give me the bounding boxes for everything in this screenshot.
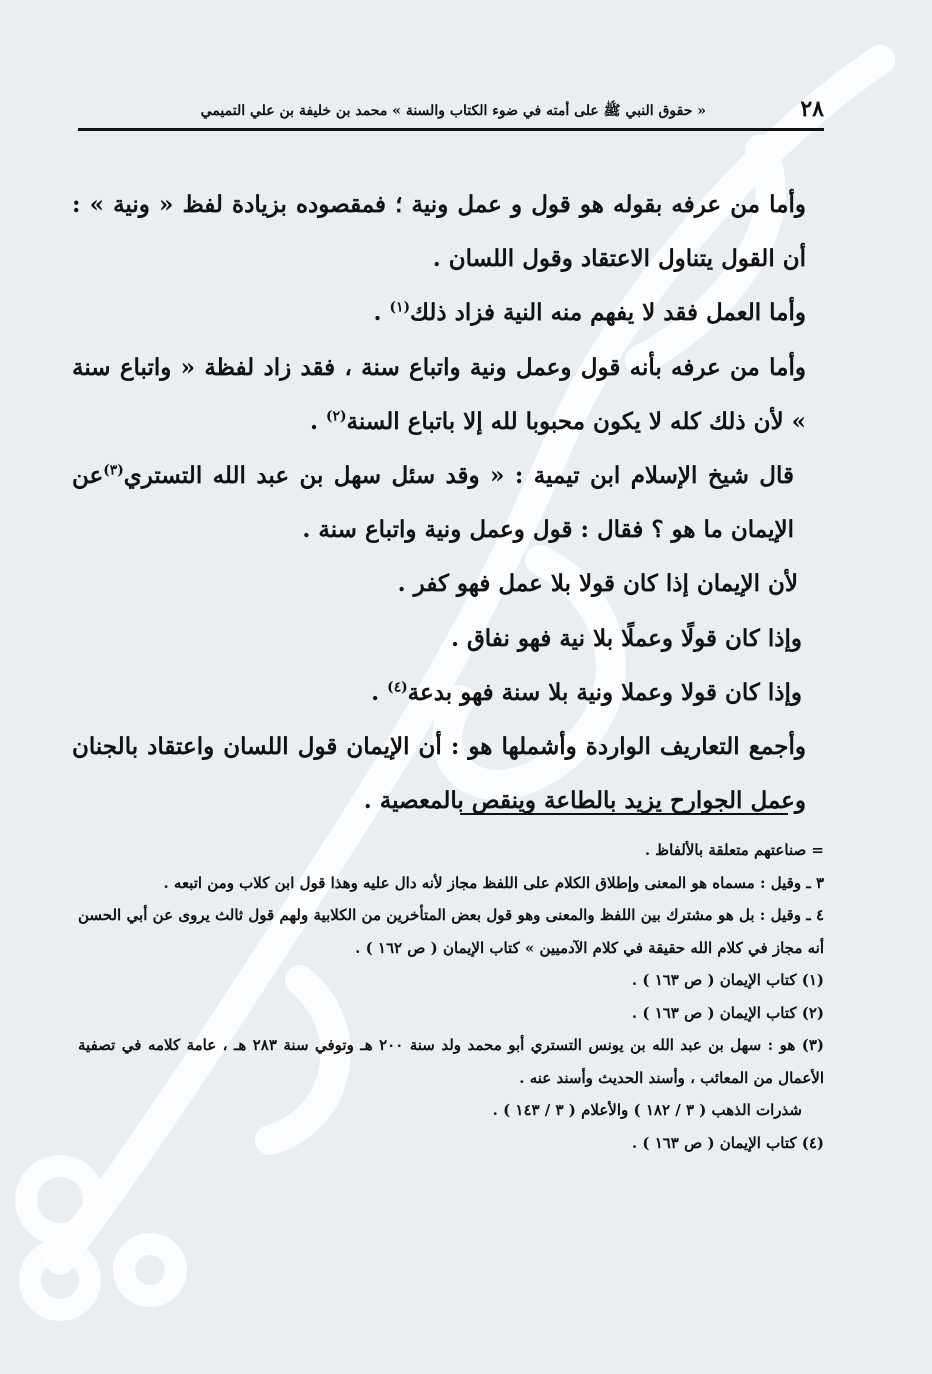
main-text	[72, 178, 824, 828]
paragraph-7-end: .	[371, 678, 388, 706]
paragraph-6: وإذا كان قولًا وعملًا بلا نية فهو نفاق .	[450, 624, 802, 652]
footnote-3-sources: شذرات الذهب ( ٣ / ١٨٢ ) والأعلام ( ٣ / ١٤٣ ) .	[492, 1101, 802, 1119]
footnote-ref-1: (١)	[389, 299, 410, 316]
footnote-4: (٤) كتاب الإيمان ( ص ١٦٣ ) .	[631, 1133, 824, 1152]
paragraph-3-text: وأما من عرفه بأنه قول وعمل ونية واتباع سنة ، فقد زاد لفظة « واتباع سنة » لأن ذلك كله لا يكون محبوبا لله إلا باتباع السنة	[72, 353, 806, 435]
footnote-3: (٣) هو : سهل بن عبد الله بن يونس التستري أبو محمد ولد سنة ٢٠٠ هـ وتوفي سنة ٢٨٣ هـ ، عامة كلامه في تصفية الأعمال من المعائب ، وأسند الحديث وأسند عنه .	[78, 1036, 825, 1087]
paragraph-4-text-a: قال شيخ الإسلام ابن تيمية : « وقد سئل سهل بن عبد الله التستري	[123, 462, 794, 490]
paragraph-7-text: وإذا كان قولا وعملا ونية بلا سنة فهو بدعة	[407, 678, 802, 706]
footnote-separator	[460, 813, 788, 815]
paragraph-7	[72, 666, 824, 720]
footnote-ref-2: (٢)	[326, 408, 347, 425]
header-rule	[78, 128, 824, 131]
paragraph-1: وأما من عرفه بقوله هو قول و عمل ونية ؛ فمقصوده بزيادة لفظ « ونية » : أن القول يتناول الاعتقاد وقول اللسان .	[72, 191, 806, 273]
footnote-1: (١) كتاب الإيمان ( ص ١٦٣ ) .	[631, 971, 824, 989]
footnote-continuation: = صناعتهم متعلقة بالألفاظ .	[644, 841, 824, 859]
paragraph-8: وأجمع التعاريف الواردة وأشملها هو : أن الإيمان قول اللسان واعتقاد بالجنان وعمل الجوارح يزيد بالطاعة وينقص بالمعصية .	[72, 733, 806, 815]
footnote-item-4-definition: ٤ ـ وقيل : بل هو مشترك بين اللفظ والمعنى وهو قول بعض المتأخرين من الكلابية ولهم قول ثالث يروى عن أبي الحسن أنه مجاز في كلام الله حقيقة في كلام الآدميين » كتاب الإيمان ( ص ١٦٢ ) .	[78, 906, 824, 957]
footnote-ref-4: (٤)	[387, 679, 408, 696]
paragraph-5: لأن الإيمان إذا كان قولا بلا عمل فهو كفر .	[397, 570, 798, 598]
paragraph-2	[72, 286, 824, 340]
paragraph-3-end: .	[309, 407, 326, 435]
running-header	[78, 96, 824, 128]
paragraph-2-text: وأما العمل فقد لا يفهم منه النية فزاد ذلك	[409, 299, 806, 327]
header-title: « حقوق النبي ﷺ على أمته في ضوء الكتاب والسنة » محمد بن خليفة بن علي التميمي	[200, 103, 706, 119]
paragraph-4-text-b: عن الإيمان ما هو ؟ فقال : قول وعمل ونية واتباع سنة .	[72, 462, 794, 544]
footnotes	[78, 834, 824, 1159]
footnote-ref-3: (٣)	[103, 462, 124, 479]
paragraph-4	[72, 449, 824, 557]
paragraph-3	[72, 341, 824, 449]
footnote-2: (٢) كتاب الإيمان ( ص ١٦٣ ) .	[631, 1003, 824, 1022]
footnote-item-3-definition: ٣ ـ وقيل : مسماه هو المعنى وإطلاق الكلام على اللفظ مجاز لأنه دال عليه وهذا قول ابن كلاب ومن اتبعه .	[163, 873, 824, 892]
paragraph-2-end: .	[373, 299, 390, 327]
page-number: ٢٨	[800, 96, 824, 122]
